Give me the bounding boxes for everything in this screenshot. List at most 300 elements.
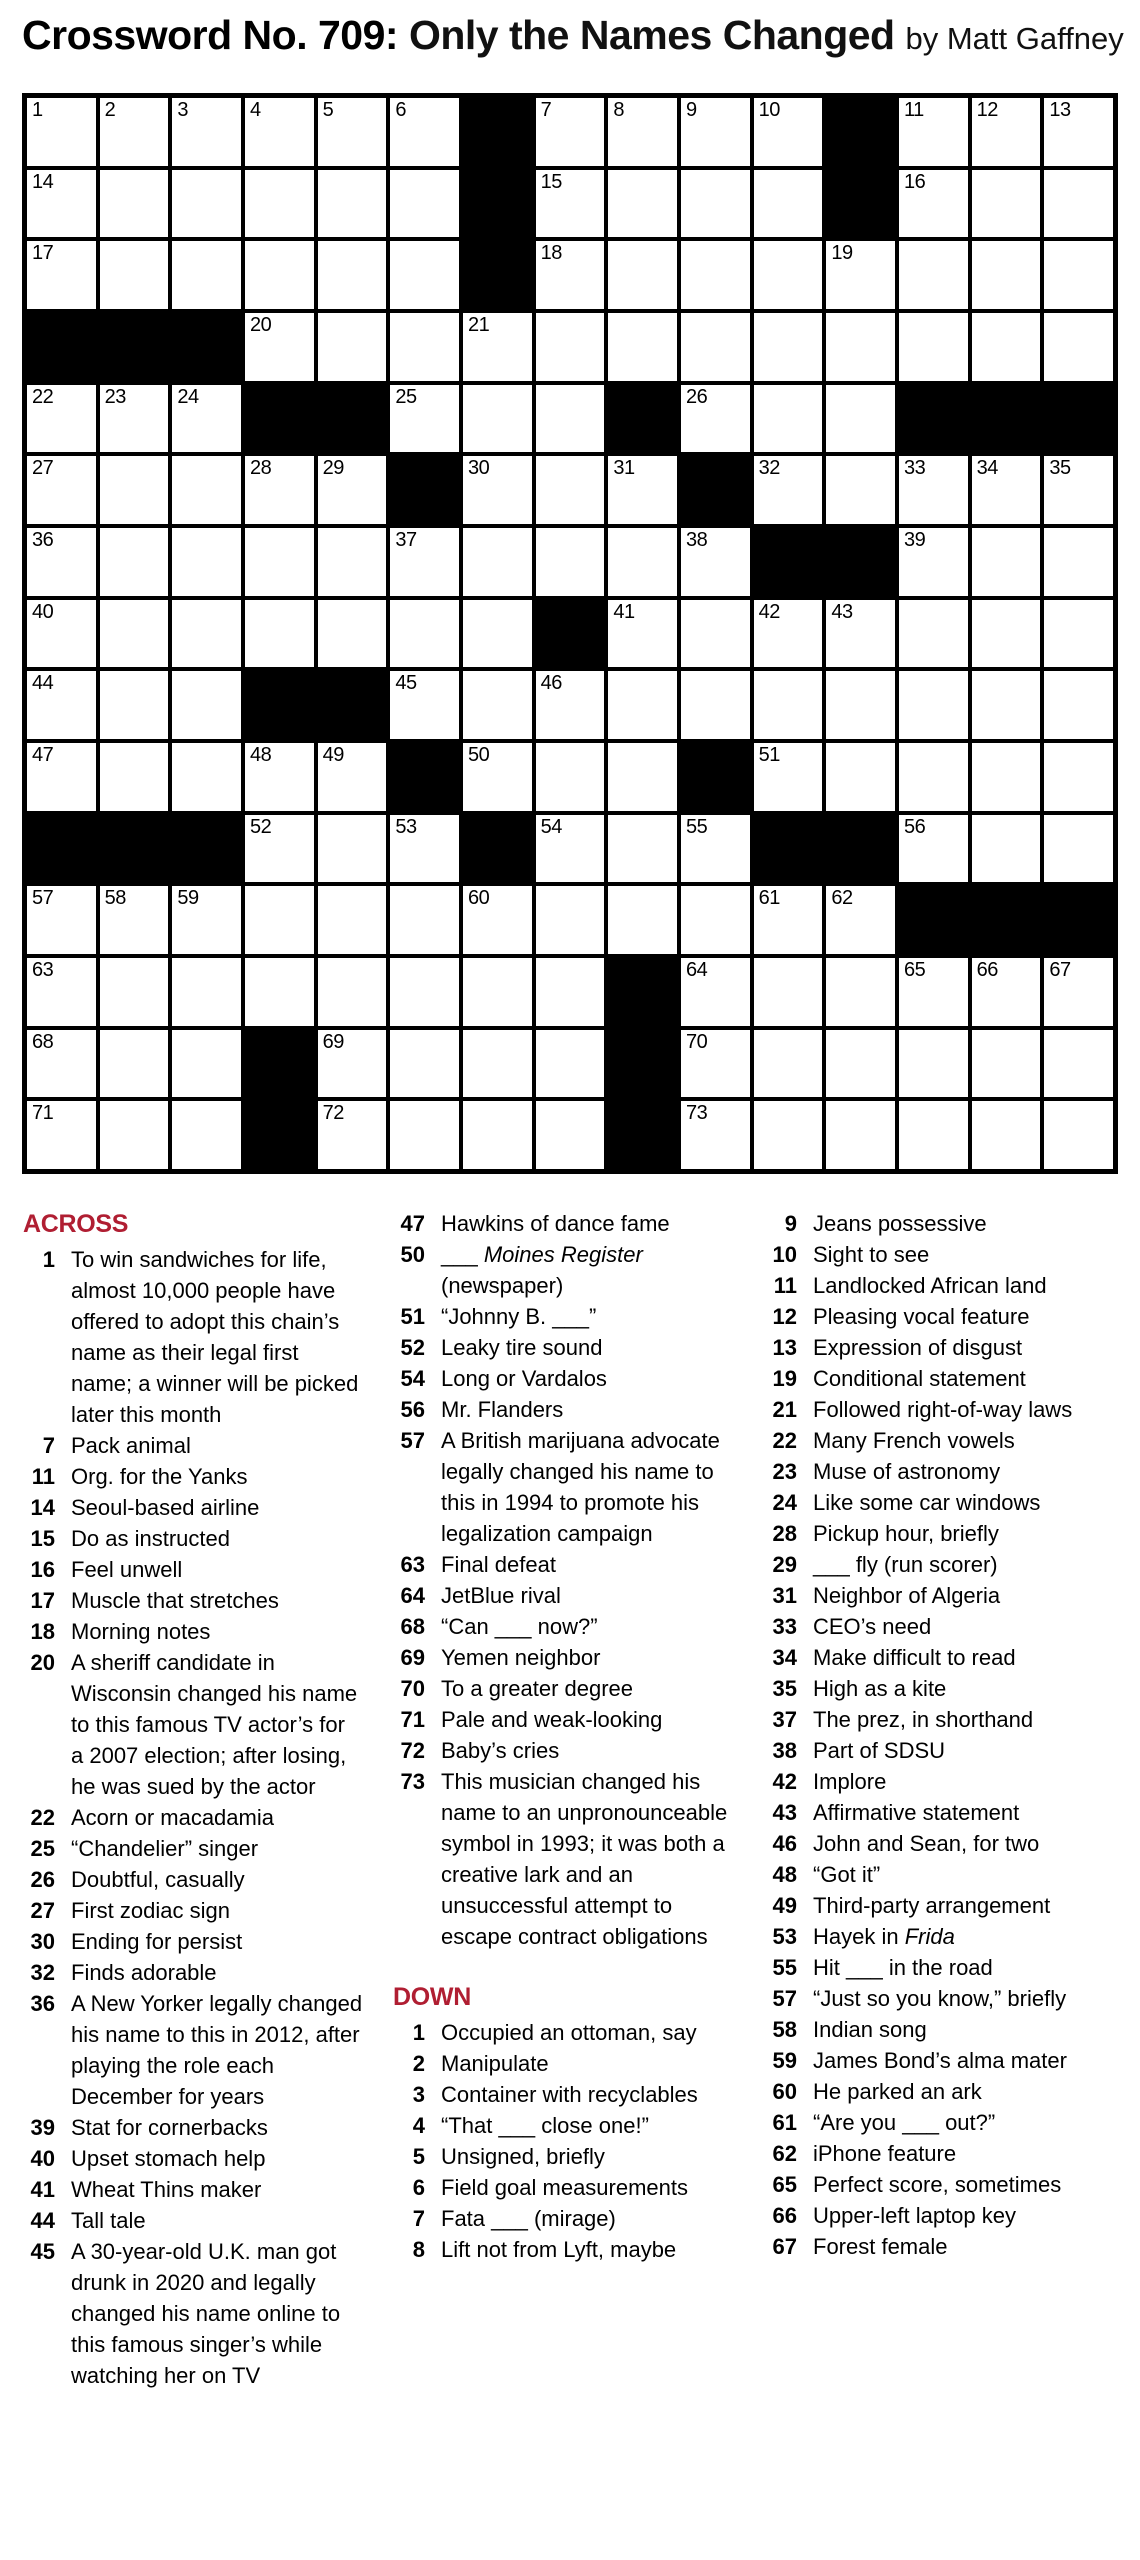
- grid-cell-r5c3[interactable]: [172, 385, 241, 453]
- grid-cell-r2c11[interactable]: [754, 170, 823, 238]
- clue-text: Pleasing vocal feature: [813, 1304, 1030, 1329]
- black-square-r7c11: [754, 528, 823, 596]
- grid-cell-r4c13[interactable]: [899, 313, 968, 381]
- grid-cell-r15c3[interactable]: [172, 1101, 241, 1169]
- grid-cell-r14c11[interactable]: [754, 1030, 823, 1098]
- clue-number: 43: [772, 1800, 797, 1825]
- across-clue-70: [385, 1673, 730, 1704]
- grid-cell-r2c13[interactable]: [899, 170, 968, 238]
- grid-cell-r1c5[interactable]: [318, 98, 387, 166]
- grid-cell-r14c7[interactable]: [463, 1030, 532, 1098]
- black-square-r12c14: [972, 886, 1041, 954]
- black-square-r15c4: [245, 1101, 314, 1169]
- grid-cell-r10c11[interactable]: [754, 743, 823, 811]
- across-clue-56: [385, 1394, 730, 1425]
- grid-cell-r1c1[interactable]: [27, 98, 96, 166]
- grid-cell-r7c7[interactable]: [463, 528, 532, 596]
- grid-cell-r8c12[interactable]: [826, 600, 895, 668]
- clue-number: 50: [400, 1242, 425, 1267]
- clue-text: Hit ___ in the road: [813, 1955, 993, 1980]
- clue-number: 64: [400, 1583, 425, 1608]
- clue-number: 7: [42, 1433, 55, 1458]
- cell-number-6: 6: [395, 99, 406, 121]
- grid-cell-r5c10[interactable]: [681, 385, 750, 453]
- grid-cell-r13c10[interactable]: [681, 958, 750, 1026]
- grid-cell-r7c4[interactable]: [245, 528, 314, 596]
- clue-number: 17: [30, 1588, 55, 1613]
- cell-number-8: 8: [613, 99, 624, 121]
- down-clue-24: [757, 1487, 1103, 1518]
- grid-cell-r10c9[interactable]: [608, 743, 677, 811]
- grid-cell-r3c9[interactable]: [608, 241, 677, 309]
- cell-number-65: 65: [903, 958, 926, 981]
- grid-cell-r10c7[interactable]: [463, 743, 532, 811]
- down-clue-6: [385, 2172, 730, 2203]
- grid-cell-r7c9[interactable]: [608, 528, 677, 596]
- grid-cell-r6c12[interactable]: [826, 456, 895, 524]
- grid-cell-r7c15[interactable]: [1044, 528, 1113, 596]
- down-clue-60: [757, 2076, 1103, 2107]
- grid-cell-r3c10[interactable]: [681, 241, 750, 309]
- black-square-r5c13: [899, 385, 968, 453]
- clue-text: Occupied an ottoman, say: [441, 2020, 697, 2045]
- grid-cell-r12c6[interactable]: [390, 886, 459, 954]
- grid-cell-r4c11[interactable]: [754, 313, 823, 381]
- grid-cell-r9c15[interactable]: [1044, 671, 1113, 739]
- grid-cell-r10c12[interactable]: [826, 743, 895, 811]
- down-clue-2: [385, 2048, 730, 2079]
- grid-cell-r8c4[interactable]: [245, 600, 314, 668]
- grid-cell-r6c1[interactable]: [27, 456, 96, 524]
- grid-cell-r7c6[interactable]: [390, 528, 459, 596]
- grid-cell-r8c9[interactable]: [608, 600, 677, 668]
- grid-cell-r9c7[interactable]: [463, 671, 532, 739]
- grid-cell-r10c1[interactable]: [27, 743, 96, 811]
- grid-cell-r14c2[interactable]: [100, 1030, 169, 1098]
- grid-cell-r14c12[interactable]: [826, 1030, 895, 1098]
- grid-cell-r10c15[interactable]: [1044, 743, 1113, 811]
- grid-cell-r5c8[interactable]: [536, 385, 605, 453]
- black-square-r5c4: [245, 385, 314, 453]
- clue-number: 46: [772, 1831, 797, 1856]
- clue-text: John and Sean, for two: [813, 1831, 1040, 1856]
- grid-cell-r11c4[interactable]: [245, 815, 314, 883]
- across-clue-39: [15, 2112, 363, 2143]
- grid-cell-r6c9[interactable]: [608, 456, 677, 524]
- across-clue-30: [15, 1926, 363, 1957]
- grid-cell-r13c5[interactable]: [318, 958, 387, 1026]
- grid-cell-r2c9[interactable]: [608, 170, 677, 238]
- grid-cell-r9c12[interactable]: [826, 671, 895, 739]
- clue-text: Pickup hour, briefly: [813, 1521, 999, 1546]
- grid-cell-r12c11[interactable]: [754, 886, 823, 954]
- grid-cell-r14c6[interactable]: [390, 1030, 459, 1098]
- grid-cell-r3c1[interactable]: [27, 241, 96, 309]
- down-clue-10: [757, 1239, 1103, 1270]
- grid-cell-r3c2[interactable]: [100, 241, 169, 309]
- across-clue-22: [15, 1802, 363, 1833]
- grid-cell-r15c5[interactable]: [318, 1101, 387, 1169]
- cell-number-29: 29: [322, 457, 344, 480]
- grid-cell-r1c2[interactable]: [100, 98, 169, 166]
- grid-cell-r15c7[interactable]: [463, 1101, 532, 1169]
- grid-cell-r8c15[interactable]: [1044, 600, 1113, 668]
- down-clue-8: [385, 2234, 730, 2265]
- grid-cell-r13c15[interactable]: [1044, 958, 1113, 1026]
- clue-number: 14: [30, 1495, 55, 1520]
- grid-cell-r2c4[interactable]: [245, 170, 314, 238]
- black-square-r1c7: [463, 98, 532, 166]
- grid-cell-r2c15[interactable]: [1044, 170, 1113, 238]
- grid-cell-r9c9[interactable]: [608, 671, 677, 739]
- clue-number: 22: [30, 1805, 55, 1830]
- clue-text: Pack animal: [71, 1433, 191, 1458]
- across-clue-36: [15, 1988, 363, 2112]
- black-square-r11c7: [463, 815, 532, 883]
- grid-cell-r1c6[interactable]: [390, 98, 459, 166]
- grid-cell-r3c11[interactable]: [754, 241, 823, 309]
- grid-cell-r8c1[interactable]: [27, 600, 96, 668]
- grid-cell-r14c3[interactable]: [172, 1030, 241, 1098]
- across-clue-50: [385, 1239, 730, 1301]
- grid-cell-r7c13[interactable]: [899, 528, 968, 596]
- grid-cell-r13c3[interactable]: [172, 958, 241, 1026]
- grid-cell-r12c10[interactable]: [681, 886, 750, 954]
- grid-cell-r3c12[interactable]: [826, 241, 895, 309]
- grid-cell-r6c5[interactable]: [318, 456, 387, 524]
- grid-cell-r11c13[interactable]: [899, 815, 968, 883]
- down-clue-65: [757, 2169, 1103, 2200]
- clue-text: Ending for persist: [71, 1929, 243, 1954]
- grid-cell-r3c15[interactable]: [1044, 241, 1113, 309]
- grid-cell-r15c10[interactable]: [681, 1101, 750, 1169]
- grid-cell-r1c9[interactable]: [608, 98, 677, 166]
- black-square-r14c9: [608, 1030, 677, 1098]
- down-clue-37: [757, 1704, 1103, 1735]
- grid-cell-r12c12[interactable]: [826, 886, 895, 954]
- across-clue-1: [15, 1244, 363, 1430]
- grid-cell-r4c14[interactable]: [972, 313, 1041, 381]
- clue-number: 48: [772, 1862, 797, 1887]
- clue-number: 8: [412, 2237, 425, 2262]
- down-clue-67: [757, 2231, 1103, 2262]
- grid-cell-r1c14[interactable]: [972, 98, 1041, 166]
- grid-cell-r5c7[interactable]: [463, 385, 532, 453]
- grid-cell-r15c13[interactable]: [899, 1101, 968, 1169]
- grid-cell-r14c5[interactable]: [318, 1030, 387, 1098]
- grid-cell-r11c6[interactable]: [390, 815, 459, 883]
- grid-cell-r3c3[interactable]: [172, 241, 241, 309]
- grid-cell-r6c2[interactable]: [100, 456, 169, 524]
- grid-cell-r2c1[interactable]: [27, 170, 96, 238]
- clue-number: 31: [772, 1583, 797, 1608]
- grid-cell-r4c5[interactable]: [318, 313, 387, 381]
- grid-cell-r13c2[interactable]: [100, 958, 169, 1026]
- grid-cell-r15c14[interactable]: [972, 1101, 1041, 1169]
- grid-cell-r10c13[interactable]: [899, 743, 968, 811]
- grid-cell-r12c1[interactable]: [27, 886, 96, 954]
- clue-text: Org. for the Yanks: [71, 1464, 248, 1489]
- grid-cell-r2c2[interactable]: [100, 170, 169, 238]
- grid-cell-r4c8[interactable]: [536, 313, 605, 381]
- grid-cell-r1c3[interactable]: [172, 98, 241, 166]
- down-clue-33: [757, 1611, 1103, 1642]
- grid-cell-r15c8[interactable]: [536, 1101, 605, 1169]
- down-clue-61: [757, 2107, 1103, 2138]
- black-square-r12c15: [1044, 886, 1113, 954]
- grid-cell-r11c10[interactable]: [681, 815, 750, 883]
- grid-cell-r15c1[interactable]: [27, 1101, 96, 1169]
- grid-cell-r15c11[interactable]: [754, 1101, 823, 1169]
- grid-cell-r6c8[interactable]: [536, 456, 605, 524]
- grid-cell-r13c13[interactable]: [899, 958, 968, 1026]
- clue-text: Expression of disgust: [813, 1335, 1023, 1360]
- grid-cell-r2c14[interactable]: [972, 170, 1041, 238]
- grid-cell-r6c3[interactable]: [172, 456, 241, 524]
- clue-text: Muse of astronomy: [813, 1459, 1001, 1484]
- grid-cell-r1c8[interactable]: [536, 98, 605, 166]
- grid-cell-r13c11[interactable]: [754, 958, 823, 1026]
- black-square-r4c1: [27, 313, 96, 381]
- clue-text: A sheriff candidate in Wisconsin changed his name to this famous TV actor’s for a 2007 election; after losing, he was sued by the actor: [71, 1650, 358, 1799]
- grid-cell-r13c8[interactable]: [536, 958, 605, 1026]
- grid-cell-r1c10[interactable]: [681, 98, 750, 166]
- grid-cell-r3c13[interactable]: [899, 241, 968, 309]
- grid-cell-r2c3[interactable]: [172, 170, 241, 238]
- grid-cell-r1c13[interactable]: [899, 98, 968, 166]
- grid-cell-r8c3[interactable]: [172, 600, 241, 668]
- grid-cell-r1c11[interactable]: [754, 98, 823, 166]
- clue-number: 2: [412, 2051, 425, 2076]
- grid-cell-r11c15[interactable]: [1044, 815, 1113, 883]
- grid-cell-r9c6[interactable]: [390, 671, 459, 739]
- grid-cell-r14c8[interactable]: [536, 1030, 605, 1098]
- grid-cell-r9c14[interactable]: [972, 671, 1041, 739]
- grid-cell-r9c1[interactable]: [27, 671, 96, 739]
- grid-cell-r4c4[interactable]: [245, 313, 314, 381]
- across-clue-32: [15, 1957, 363, 1988]
- grid-cell-r14c1[interactable]: [27, 1030, 96, 1098]
- clue-text: Feel unwell: [71, 1557, 183, 1582]
- grid-cell-r3c8[interactable]: [536, 241, 605, 309]
- grid-cell-r3c14[interactable]: [972, 241, 1041, 309]
- cell-number-42: 42: [758, 600, 780, 623]
- black-square-r5c5: [318, 385, 387, 453]
- clue-number: 73: [400, 1769, 425, 1794]
- grid-cell-r6c4[interactable]: [245, 456, 314, 524]
- grid-cell-r4c12[interactable]: [826, 313, 895, 381]
- clue-number: 53: [772, 1924, 797, 1949]
- grid-cell-r14c10[interactable]: [681, 1030, 750, 1098]
- grid-cell-r15c15[interactable]: [1044, 1101, 1113, 1169]
- grid-cell-r11c5[interactable]: [318, 815, 387, 883]
- cell-number-48: 48: [249, 743, 272, 766]
- grid-cell-r12c4[interactable]: [245, 886, 314, 954]
- grid-cell-r3c5[interactable]: [318, 241, 387, 309]
- grid-cell-r6c14[interactable]: [972, 456, 1041, 524]
- grid-cell-r7c3[interactable]: [172, 528, 241, 596]
- clue-text: Perfect score, sometimes: [813, 2172, 1062, 2197]
- grid-cell-r12c8[interactable]: [536, 886, 605, 954]
- across-clue-72: [385, 1735, 730, 1766]
- grid-cell-r9c11[interactable]: [754, 671, 823, 739]
- clue-text: To a greater degree: [441, 1676, 634, 1701]
- grid-cell-r2c8[interactable]: [536, 170, 605, 238]
- cell-number-68: 68: [32, 1030, 54, 1053]
- clue-text: “Just so you know,” briefly: [813, 1986, 1067, 2011]
- down-clue-5: [385, 2141, 730, 2172]
- grid-cell-r4c15[interactable]: [1044, 313, 1113, 381]
- clue-text: Long or Vardalos: [441, 1366, 607, 1391]
- clue-text: “Can ___ now?”: [441, 1614, 598, 1639]
- grid-cell-r14c15[interactable]: [1044, 1030, 1113, 1098]
- grid-cell-r3c6[interactable]: [390, 241, 459, 309]
- grid-cell-r4c7[interactable]: [463, 313, 532, 381]
- grid-cell-r9c10[interactable]: [681, 671, 750, 739]
- grid-cell-r13c1[interactable]: [27, 958, 96, 1026]
- grid-cell-r9c13[interactable]: [899, 671, 968, 739]
- clue-text: CEO’s need: [813, 1614, 932, 1639]
- cell-number-53: 53: [395, 815, 417, 838]
- grid-cell-r1c4[interactable]: [245, 98, 314, 166]
- grid-cell-r13c7[interactable]: [463, 958, 532, 1026]
- clue-number: 44: [30, 2208, 55, 2233]
- grid-cell-r6c7[interactable]: [463, 456, 532, 524]
- across-clue-45: [15, 2236, 363, 2391]
- black-square-r6c6: [390, 456, 459, 524]
- grid-cell-r8c11[interactable]: [754, 600, 823, 668]
- grid-cell-r7c5[interactable]: [318, 528, 387, 596]
- cell-number-40: 40: [32, 600, 54, 623]
- grid-cell-r12c5[interactable]: [318, 886, 387, 954]
- clue-text: Hayek in Frida: [813, 1924, 955, 1949]
- grid-cell-r8c14[interactable]: [972, 600, 1041, 668]
- clue-number: 40: [30, 2146, 55, 2171]
- grid-cell-r2c5[interactable]: [318, 170, 387, 238]
- black-square-r6c10: [681, 456, 750, 524]
- down-clue-13: [757, 1332, 1103, 1363]
- grid-cell-r4c6[interactable]: [390, 313, 459, 381]
- grid-cell-r3c4[interactable]: [245, 241, 314, 309]
- grid-cell-r5c11[interactable]: [754, 385, 823, 453]
- grid-cell-r14c14[interactable]: [972, 1030, 1041, 1098]
- down-clue-48: [757, 1859, 1103, 1890]
- grid-cell-r12c9[interactable]: [608, 886, 677, 954]
- grid-cell-r8c10[interactable]: [681, 600, 750, 668]
- grid-cell-r9c8[interactable]: [536, 671, 605, 739]
- clue-column-3: [757, 1208, 1103, 2262]
- clue-number: 68: [400, 1614, 425, 1639]
- clue-number: 59: [772, 2048, 797, 2073]
- cell-number-61: 61: [758, 887, 780, 910]
- grid-cell-r12c3[interactable]: [172, 886, 241, 954]
- cell-number-30: 30: [467, 457, 490, 480]
- grid-cell-r15c6[interactable]: [390, 1101, 459, 1169]
- clue-text: A 30-year-old U.K. man got drunk in 2020 and legally changed his name online to this famous singer’s while watching her on TV: [71, 2239, 341, 2388]
- clue-number: 23: [772, 1459, 797, 1484]
- cell-number-24: 24: [177, 385, 199, 408]
- grid-cell-r8c7[interactable]: [463, 600, 532, 668]
- cell-number-44: 44: [32, 672, 54, 695]
- grid-cell-r10c2[interactable]: [100, 743, 169, 811]
- grid-cell-r6c15[interactable]: [1044, 456, 1113, 524]
- grid-cell-r2c6[interactable]: [390, 170, 459, 238]
- grid-cell-r12c7[interactable]: [463, 886, 532, 954]
- grid-cell-r1c15[interactable]: [1044, 98, 1113, 166]
- grid-cell-r8c6[interactable]: [390, 600, 459, 668]
- cell-number-55: 55: [685, 815, 708, 838]
- grid-cell-r9c3[interactable]: [172, 671, 241, 739]
- black-square-r9c4: [245, 671, 314, 739]
- grid-cell-r5c6[interactable]: [390, 385, 459, 453]
- clue-text: Neighbor of Algeria: [813, 1583, 1001, 1608]
- cell-number-51: 51: [758, 743, 780, 766]
- grid-cell-r13c6[interactable]: [390, 958, 459, 1026]
- grid-cell-r5c2[interactable]: [100, 385, 169, 453]
- grid-cell-r6c11[interactable]: [754, 456, 823, 524]
- grid-cell-r14c13[interactable]: [899, 1030, 968, 1098]
- grid-cell-r10c5[interactable]: [318, 743, 387, 811]
- grid-cell-r10c3[interactable]: [172, 743, 241, 811]
- grid-cell-r10c14[interactable]: [972, 743, 1041, 811]
- grid-cell-r6c13[interactable]: [899, 456, 968, 524]
- down-clue-34: [757, 1642, 1103, 1673]
- black-square-r2c12: [826, 170, 895, 238]
- clue-number: 51: [400, 1304, 425, 1329]
- grid-cell-r7c14[interactable]: [972, 528, 1041, 596]
- clue-number: 47: [400, 1211, 425, 1236]
- black-square-r4c2: [100, 313, 169, 381]
- cell-number-64: 64: [685, 958, 708, 981]
- down-clue-11: [757, 1270, 1103, 1301]
- grid-cell-r8c2[interactable]: [100, 600, 169, 668]
- grid-cell-r10c4[interactable]: [245, 743, 314, 811]
- grid-cell-r13c12[interactable]: [826, 958, 895, 1026]
- down-clue-58: [757, 2014, 1103, 2045]
- clue-number: 37: [772, 1707, 797, 1732]
- grid-cell-r13c4[interactable]: [245, 958, 314, 1026]
- clue-text: Final defeat: [441, 1552, 556, 1577]
- clue-number: 72: [400, 1738, 425, 1763]
- grid-cell-r4c9[interactable]: [608, 313, 677, 381]
- grid-cell-r5c1[interactable]: [27, 385, 96, 453]
- grid-cell-r7c8[interactable]: [536, 528, 605, 596]
- grid-cell-r15c2[interactable]: [100, 1101, 169, 1169]
- grid-cell-r4c10[interactable]: [681, 313, 750, 381]
- clue-number: 42: [772, 1769, 797, 1794]
- grid-cell-r8c13[interactable]: [899, 600, 968, 668]
- cell-number-50: 50: [467, 743, 490, 766]
- grid-cell-r2c10[interactable]: [681, 170, 750, 238]
- grid-cell-r9c2[interactable]: [100, 671, 169, 739]
- grid-cell-r13c14[interactable]: [972, 958, 1041, 1026]
- down-clue-57: [757, 1983, 1103, 2014]
- grid-cell-r8c5[interactable]: [318, 600, 387, 668]
- grid-cell-r11c9[interactable]: [608, 815, 677, 883]
- grid-cell-r11c8[interactable]: [536, 815, 605, 883]
- grid-cell-r15c12[interactable]: [826, 1101, 895, 1169]
- grid-cell-r7c2[interactable]: [100, 528, 169, 596]
- grid-cell-r10c8[interactable]: [536, 743, 605, 811]
- grid-cell-r7c10[interactable]: [681, 528, 750, 596]
- clue-number: 36: [30, 1991, 55, 2016]
- down-clue-23: [757, 1456, 1103, 1487]
- grid-cell-r12c2[interactable]: [100, 886, 169, 954]
- grid-cell-r5c12[interactable]: [826, 385, 895, 453]
- clue-column-2: [385, 1208, 730, 2265]
- grid-cell-r11c14[interactable]: [972, 815, 1041, 883]
- grid-cell-r7c1[interactable]: [27, 528, 96, 596]
